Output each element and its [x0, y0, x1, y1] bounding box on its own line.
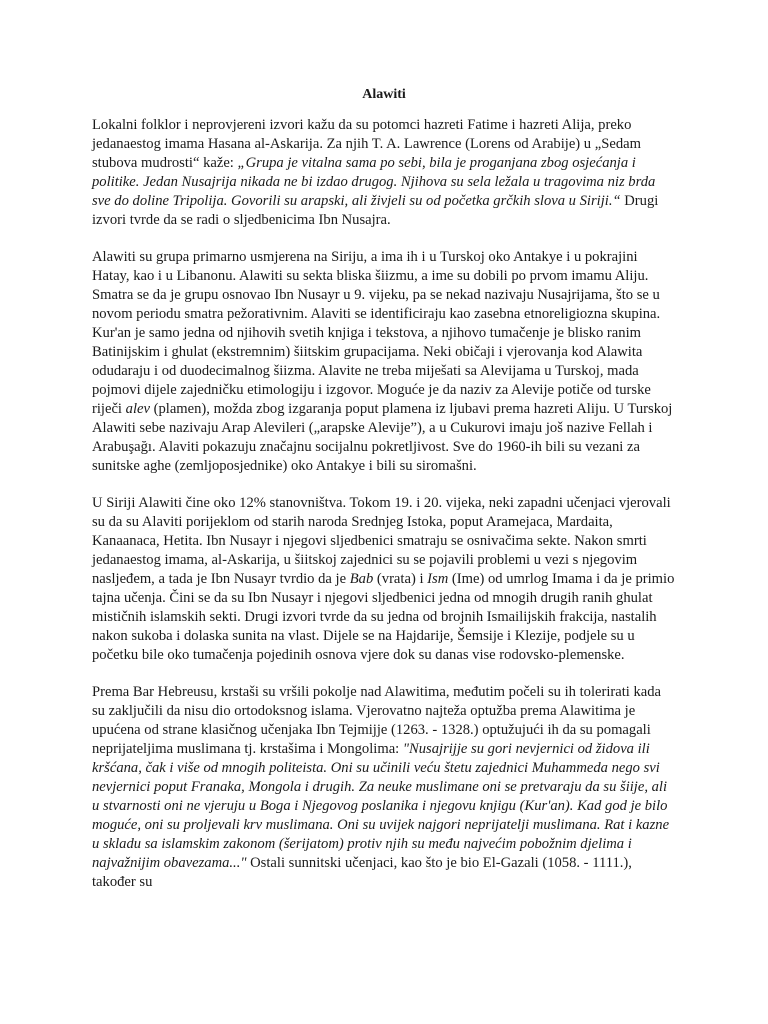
- italic-text: "Nusajrijje su gori nevjernici od židova ili kršćana, čak i više od mnogih politeista. Oni su učinili veću štetu zajednici Muhammeda nego svi nevjernici poput Franaka, Mongola i drugih. Za neuke muslimane oni se pretvaraju da su šiije, ali u stvarnosti oni ne vjeruju u Boga i Njegovog poslanika i njegovu knjigu (Kur'an). Kad god je bilo moguće, oni su proljevali krv muslimana. Oni su uvijek najgori neprijatelji muslimana. Rat i kazne u skladu sa islamskim zakonom (šerijatom) protiv njih su među najvećim pobožnim djelima i najvažnijim obavezama...": [92, 741, 670, 871]
- paragraph: [92, 494, 677, 665]
- text-run: Lokalni folklor i neprovjereni izvori kažu da su potomci hazreti Fatime i hazreti Alija, preko jedanaestog imama Hasana al-Askarija. Za njih T. A. Lawrence (Lorens od Arabije) u „Sedam stubova mudrosti“ kaže:: [92, 117, 641, 171]
- paragraph: [92, 248, 677, 476]
- text-run: Drugi izvori tvrde da se radi o sljedbenicima Ibn Nusajra.: [92, 193, 659, 228]
- paragraph: [92, 116, 677, 230]
- italic-text: Ism: [427, 571, 449, 587]
- paragraph: [92, 683, 677, 892]
- text-run: (vrata) i: [373, 571, 428, 587]
- text-run: Prema Bar Hebreusu, krstaši su vršili pokolje nad Alawitima, međutim počeli su ih tolerirati kada su zaključili da nisu dio ortodoksnog islama. Vjerovatno najteža optužba prema Alawitima je upućena od strane klasičnog učenjaka Ibn Tejmijje (1263. - 1328.) optužujući ih da su pomagali neprijateljima muslimana tj. krstašima i Mongolima:: [92, 684, 662, 757]
- italic-text: „Grupa je vitalna sama po sebi, bila je proganjana zbog osjećanja i politike. Jedan Nusajrija nikada ne bi izdao drugog. Njihova su sela ležala u tragovima niz brda sve do doline Tripolija. Govorili su arapski, ali živjeli su od početka grčkih slova u Siriji.“: [92, 155, 656, 209]
- text-run: (Ime) od umrlog Imama i da je primio tajna učenja. Čini se da su Ibn Nusayr i njegovi sljedbenici jedna od mnogih drugih ranih ghulat mističnih islamskih sekti. Drugi izvori tvrde da su jedna od brojnih Ismailijskih frakcija, nastalih nakon sukoba i dolaska sunita na vlast. Dijele se na Hajdarije, Šemsije i Klezije, podjele su u početku bile oko tumačenja pojedinih osnova vjere dok su danas vise rodovsko-plemenske.: [92, 571, 675, 663]
- text-run: U Siriji Alawiti čine oko 12% stanovništva. Tokom 19. i 20. vijeka, neki zapadni učenjaci vjerovali su da su Alaviti porijeklom od starih naroda Srednjeg Istoka, poput Aramejaca, Mardaita, Kanaanaca, Hetita. Ibn Nusayr i njegovi sljedbenici smatraju se osnivačima sekte. Nakon smrti jedanaestog imama, al-Askarija, u šiitskoj zajednici su se pojavili problemi u vezi s njegovim nasljeđem, a tada je Ibn Nusayr tvrdio da je: [92, 495, 671, 587]
- text-run: Ostali sunnitski učenjaci, kao što je bio El-Gazali (1058. - 1111.), također su: [92, 855, 632, 890]
- text-run: Alawiti su grupa primarno usmjerena na Siriju, a ima ih i u Turskoj oko Antakye i u pokrajini Hatay, kao i u Libanonu. Alawiti su sekta bliska šiizmu, a ime su dobili po prvom imamu Aliju. Smatra se da je grupu osnovao Ibn Nusayr u 9. vijeku, pa se nekad nazivaju Nusajrijama, što se u novom periodu smatra pežorativnim. Alaviti se identificiraju kao zasebna etnoreligiozna skupina. Kur'an je samo jedna od njihovih svetih knjiga i tekstova, a njihovo tumačenje je blisko ranim Batinijskim i ghulat (ekstremnim) šiitskim grupacijama. Neki običaji i vjerovanja kod Alawita odudaraju i od duodecimalnog šiizma. Alavite ne treba miješati sa Alevijama u Turskoj, mada pojmovi dijele zajedničku etimologiju i izgovor. Moguće je da naziv za Alevije potiče od turske riječi: [92, 249, 661, 417]
- document-body: [92, 116, 677, 910]
- text-run: (plamen), možda zbog izgaranja poput plamena iz ljubavi prema hazreti Aliju. U Turskoj Alawiti sebe nazivaju Arap Alevileri („arapske Alevije”), a u Cukurovi imaju još nazive Fellah i Arabuşağı. Alaviti pokazuju značajnu socijalnu pokretljivost. Sve do 1960-ih bili su vezani za sunitske aghe (zemljoposjednike) oko Antakye i bili su siromašni.: [92, 401, 673, 474]
- document-title: Alawiti: [362, 87, 406, 102]
- italic-text: alev: [125, 401, 150, 417]
- italic-text: Bab: [349, 571, 374, 587]
